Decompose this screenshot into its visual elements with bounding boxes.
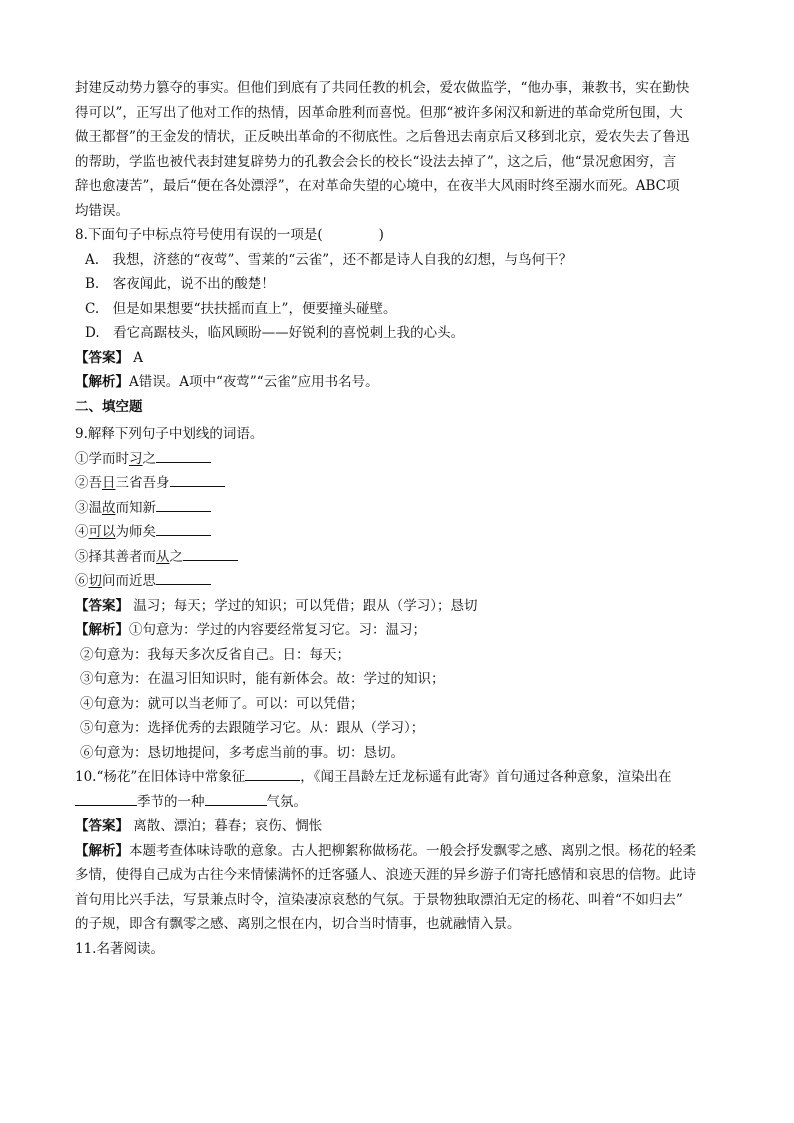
analysis-label: 【解析】 bbox=[75, 374, 129, 390]
analysis-text: ①句意为：学过的内容要经常复习它。习：温习； bbox=[129, 622, 426, 638]
question-stem-end: ) bbox=[378, 227, 384, 243]
section-title: 二、填空题 bbox=[75, 398, 143, 415]
document-content bbox=[75, 76, 725, 961]
question-stem: 9.解释下列句子中划线的词语。 bbox=[75, 426, 264, 442]
text-line: 的帮助，学监也被代表封建复辟势力的孔教会会长的校长“设法去掉了”，这之后，他“景况愈困穷，言 bbox=[75, 153, 677, 170]
text-line: 做王都督”的王金发的情状，正反映出革命的不彻底性。之后鲁迅去南京后又移到北京，爱农失去了鲁迅 bbox=[75, 129, 690, 145]
question-stem bbox=[75, 790, 725, 815]
analysis-line: ④句意为：就可以当老师了。可以：可以凭借； bbox=[80, 695, 364, 712]
item-pre: 择其善者而 bbox=[88, 548, 156, 565]
analysis-line bbox=[75, 370, 725, 395]
answer-blank[interactable] bbox=[205, 791, 267, 806]
item-pre: 学而时 bbox=[88, 450, 129, 467]
underlined-word: 从 bbox=[156, 548, 170, 565]
item-pre: 吾 bbox=[88, 475, 102, 491]
question-11 bbox=[75, 937, 725, 962]
item-number: ④ bbox=[75, 524, 89, 540]
analysis-text: A错误。A项中“夜莺”“云雀”应用书名号。 bbox=[129, 374, 379, 390]
answer-line bbox=[75, 346, 725, 371]
stem-part: 气氛。 bbox=[266, 793, 307, 810]
answer-label: 【答案】 bbox=[75, 597, 129, 614]
option-d: D. 看它高踞枝头，临风顾盼——好锐利的喜悦刺上我的心头。 bbox=[85, 325, 465, 341]
item-post: 之 bbox=[169, 548, 183, 565]
option-b: B. 客夜闻此，说不出的酸楚！ bbox=[85, 276, 275, 292]
text-line: 得可以”，正写出了他对工作的热情，因革命胜利而喜悦。但那“被许多闲汉和新进的革命党所包围，大 bbox=[75, 104, 683, 121]
text-line: 均错误。 bbox=[75, 202, 129, 219]
analysis-line: ⑤句意为：选择优秀的去跟随学习它。从：跟从（学习）； bbox=[80, 720, 425, 736]
answer-value: A bbox=[133, 349, 144, 366]
item-number: ② bbox=[75, 475, 89, 491]
fill-item bbox=[75, 545, 725, 570]
underlined-word: 故 bbox=[102, 499, 116, 516]
answer-blank[interactable] bbox=[75, 791, 137, 806]
item-post: 之 bbox=[142, 450, 156, 467]
analysis-text: 本题考查体味诗歌的意象。古人把柳絮称做杨花。一般会抒发飘零之感、离别之恨。杨花的轻柔 bbox=[129, 842, 696, 859]
intro-paragraph bbox=[75, 76, 725, 223]
underlined-word: 日 bbox=[102, 475, 116, 491]
analysis-label: 【解析】 bbox=[75, 842, 129, 859]
underlined-word: 切 bbox=[88, 573, 102, 589]
item-number: ① bbox=[75, 450, 89, 467]
analysis-line: ⑥句意为：恳切地提问，多考虑当前的事。切：恳切。 bbox=[80, 744, 404, 761]
stem-part: 10.“杨花”在旧体诗中常象征 bbox=[75, 769, 246, 785]
item-post: 问而近思 bbox=[102, 573, 156, 589]
fill-item bbox=[75, 447, 725, 472]
item-pre: 温 bbox=[88, 499, 102, 516]
answer-blank[interactable] bbox=[156, 448, 211, 463]
fill-item bbox=[75, 569, 725, 594]
question-stem bbox=[75, 765, 725, 790]
text-line: 封建反动势力篡夺的事实。但他们到底有了共同任教的机会，爱农做监学，“他办事，兼教书，实在勤快 bbox=[75, 80, 690, 96]
answer-line bbox=[75, 814, 725, 839]
item-post: 为师矣 bbox=[115, 524, 156, 540]
fill-item bbox=[75, 471, 725, 496]
analysis-line: 首句用比兴手法，写景兼点时令，渲染凄凉哀愁的气氛。于景物独取漂泊无定的杨花、叫着“不如归去” bbox=[75, 891, 683, 908]
answer-blank[interactable] bbox=[183, 546, 238, 561]
analysis-line: 的子规，即含有飘零之感、离别之恨在内，切合当时情事，也就融情入景。 bbox=[75, 916, 521, 932]
answer-blank[interactable] bbox=[170, 472, 225, 487]
question-9 bbox=[75, 422, 725, 765]
answer-blank[interactable] bbox=[156, 521, 211, 536]
question-stem-text: 8.下面句子中标点符号使用有误的一项是( bbox=[75, 227, 323, 243]
underlined-word: 可以 bbox=[88, 524, 116, 540]
item-post: 而知新 bbox=[115, 499, 156, 516]
stem-part: ，《闻王昌龄左迁龙标遥有此寄》首句通过各种意象，渲染出在 bbox=[300, 769, 672, 785]
analysis-line: ②句意为：我每天多次反省自己。日：每天； bbox=[80, 646, 350, 663]
answer-label: 【答案】 bbox=[75, 818, 129, 834]
item-post: 三省吾身 bbox=[115, 475, 170, 491]
text-line: 辞也愈凄苦”，最后“便在各处漂浮”，在对革命失望的心境中，在夜半大风雨时终至溺水而死。ABC项 bbox=[75, 178, 680, 194]
answer-label: 【答案】 bbox=[75, 349, 129, 366]
item-number: ⑥ bbox=[75, 573, 89, 589]
option-c: C. 但是如果想要“扶扶摇而直上”，便要撞头碰壁。 bbox=[85, 300, 397, 317]
question-stem: 11.名著阅读。 bbox=[75, 940, 164, 957]
answer-blank[interactable] bbox=[156, 497, 211, 512]
analysis-label: 【解析】 bbox=[75, 622, 129, 638]
question-10 bbox=[75, 765, 725, 937]
answer-value: 温习；每天；学过的知识；可以凭借；跟从（学习）；恳切 bbox=[133, 597, 478, 614]
analysis-line: ③句意为：在温习旧知识时，能有新体会。故：学过的知识； bbox=[80, 671, 445, 687]
answer-blank[interactable] bbox=[245, 766, 300, 781]
underlined-word: 习 bbox=[129, 450, 143, 467]
question-stem bbox=[75, 223, 725, 248]
item-number: ③ bbox=[75, 499, 89, 516]
question-8 bbox=[75, 223, 725, 395]
answer-value: 离散、漂泊；暮春；哀伤、惆怅 bbox=[133, 818, 323, 834]
analysis-line: 多情，使得自己成为古往今来情愫满怀的迁客骚人、浪迹天涯的异乡游子们寄托感情和哀思的信物。此诗 bbox=[75, 867, 696, 883]
stem-part: 季节的一种 bbox=[137, 793, 205, 810]
fill-item bbox=[75, 496, 725, 521]
analysis-line bbox=[75, 618, 725, 643]
option-a: A. 我想，济慈的“夜莺”、雪莱的“云雀”，还不都是诗人自我的幻想，与鸟何干？ bbox=[85, 251, 573, 268]
fill-item bbox=[75, 520, 725, 545]
item-number: ⑤ bbox=[75, 548, 89, 565]
analysis-line bbox=[75, 839, 725, 864]
answer-line bbox=[75, 594, 725, 619]
answer-blank[interactable] bbox=[156, 570, 211, 585]
